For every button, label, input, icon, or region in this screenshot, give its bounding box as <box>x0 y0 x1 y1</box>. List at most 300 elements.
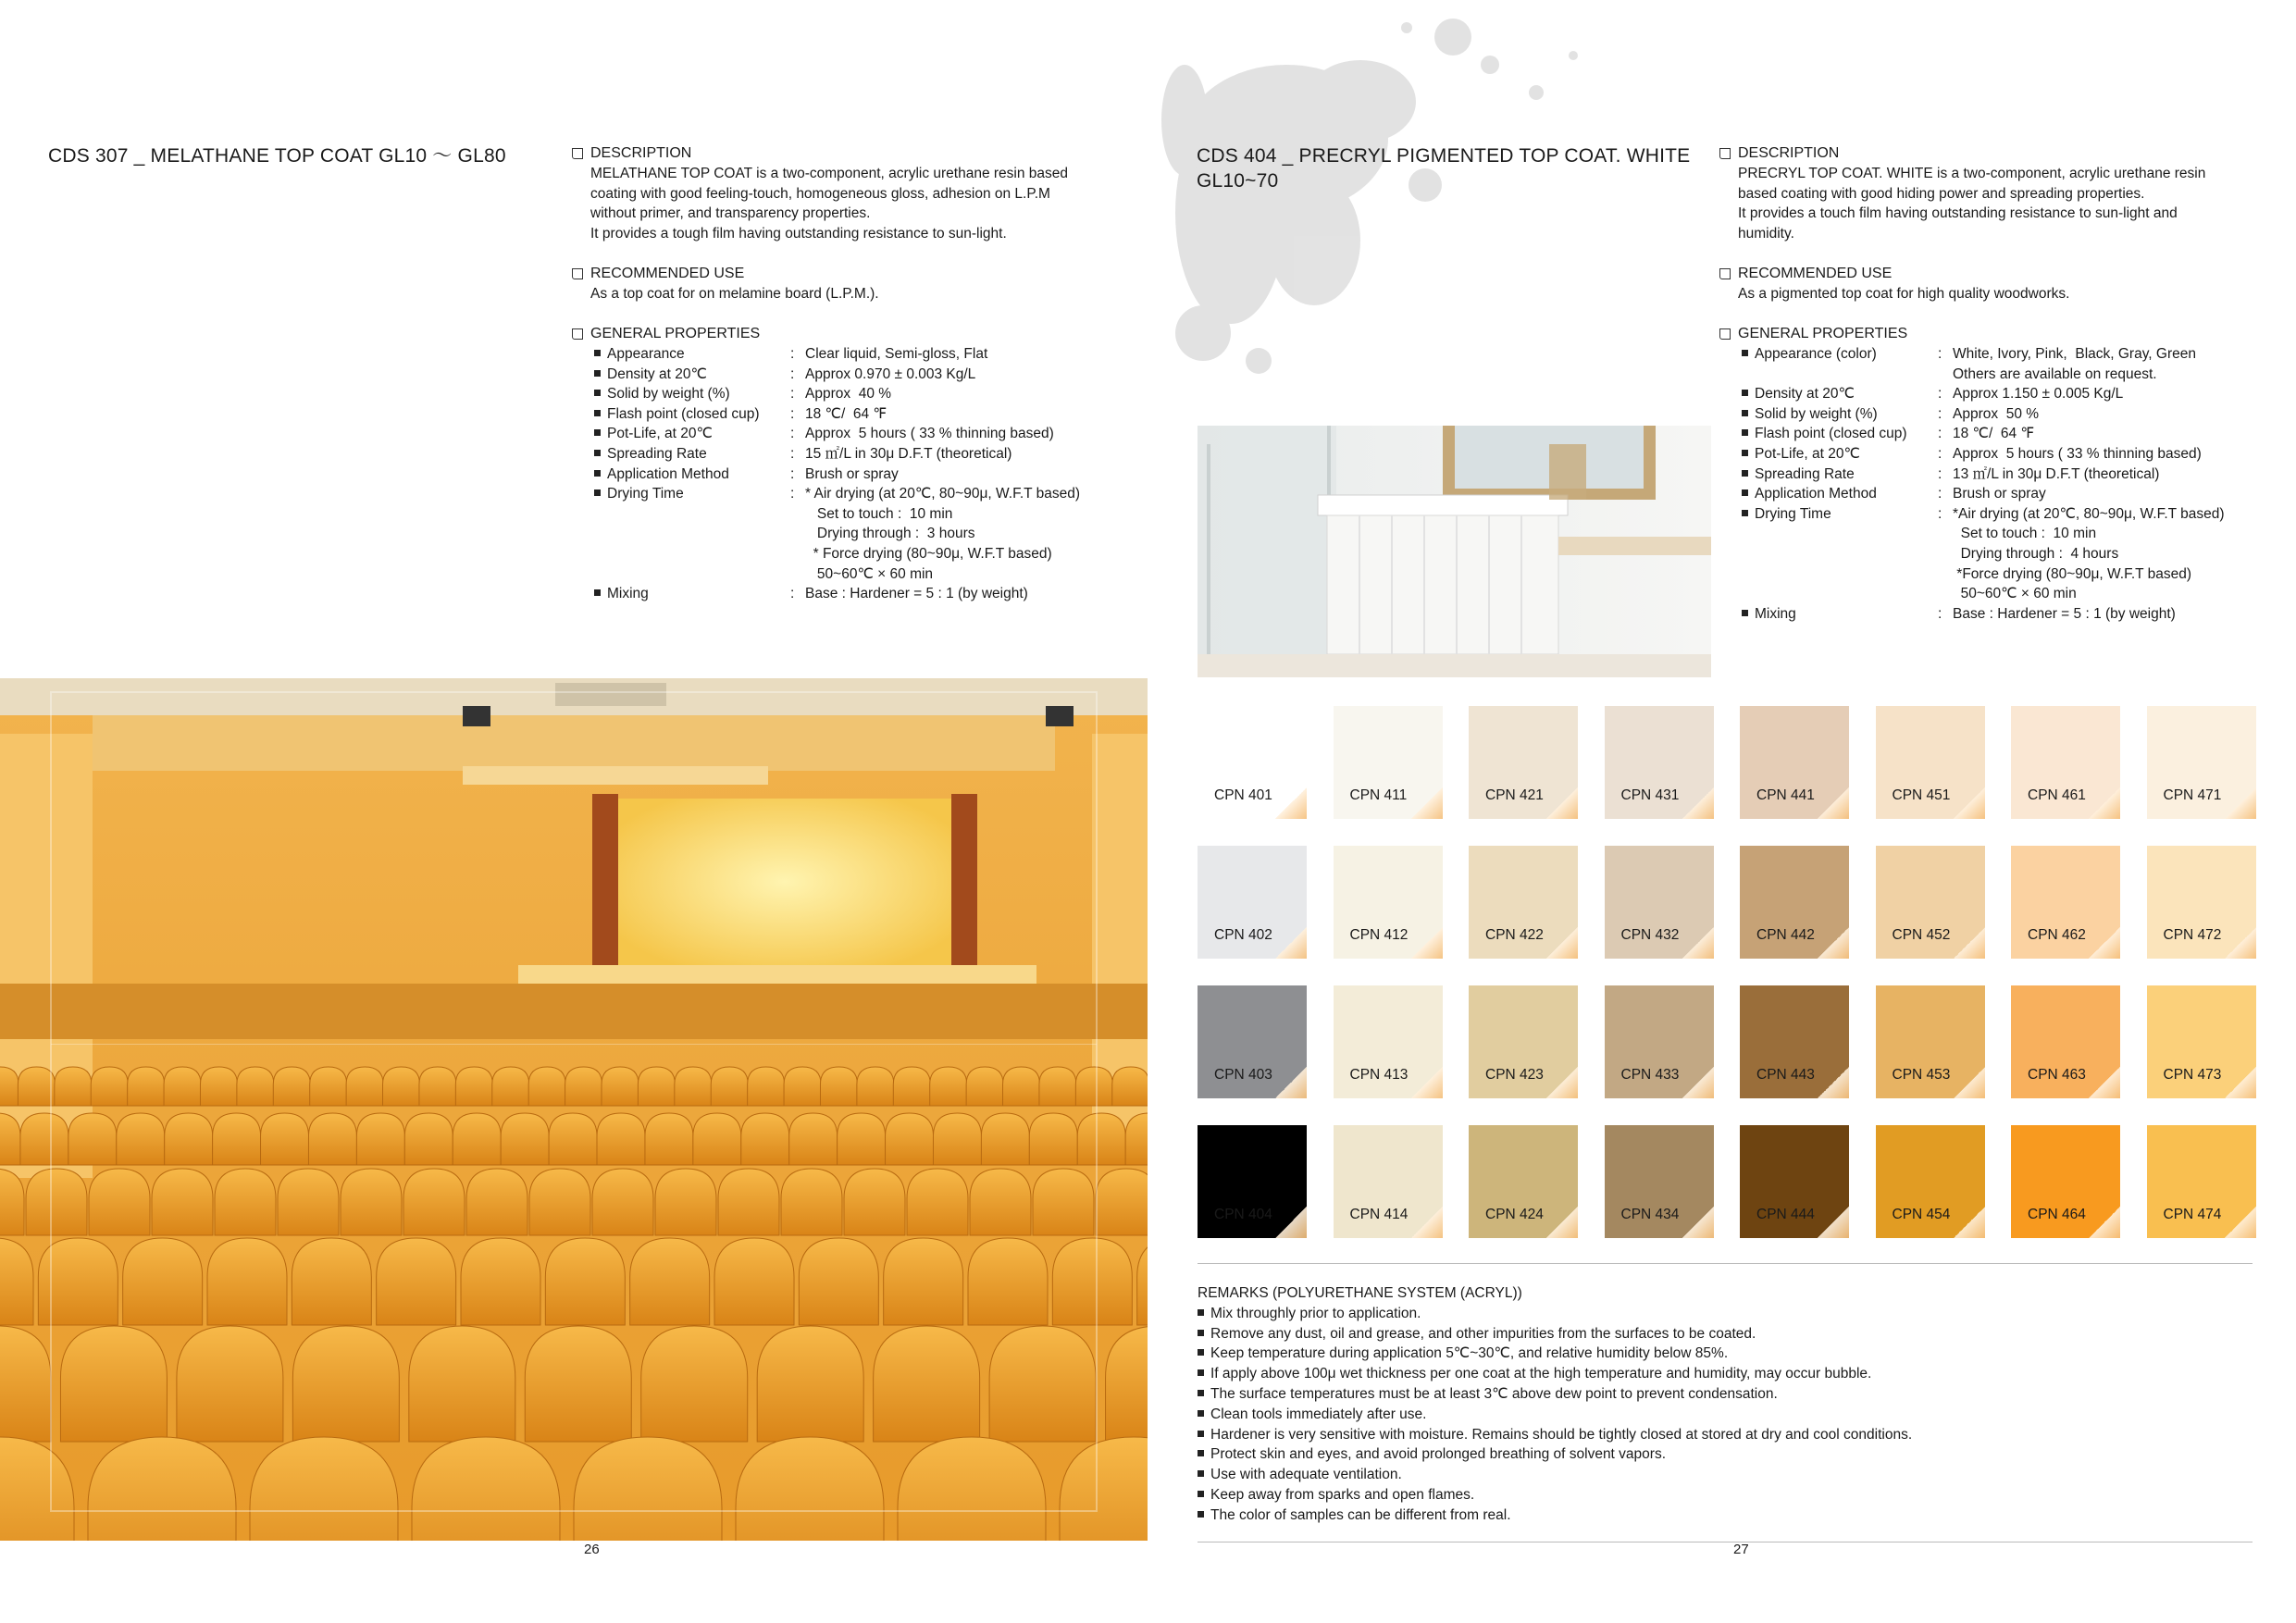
bathroom-photo <box>1198 426 1711 677</box>
color-swatch <box>2011 846 2120 959</box>
right-product-title: CDS 404 _ PRECRYL PIGMENTED TOP COAT. WHITE GL10~70 <box>1197 145 1691 192</box>
property-value <box>805 384 1127 404</box>
auditorium-seat <box>273 1067 310 1106</box>
property-label: Mixing <box>607 586 649 602</box>
bullet-icon <box>1198 1444 1210 1465</box>
auditorium-seat <box>799 1238 878 1325</box>
property-value-line: Approx 40 % <box>805 386 892 403</box>
auditorium-seat <box>525 1326 631 1442</box>
property-value-line: Drying through : 3 hours <box>805 526 975 542</box>
auditorium-seat <box>1077 1113 1125 1165</box>
auditorium-seat <box>250 1437 398 1541</box>
property-value-line: Approx 5 hours ( 33 % thinning based) <box>1953 445 2202 462</box>
color-swatch <box>1605 985 1714 1098</box>
bullet-icon <box>1742 504 1755 604</box>
swatch-fold-corner <box>1954 927 1985 959</box>
property-colon: : <box>790 586 795 602</box>
auditorium-seat <box>419 1067 456 1106</box>
swatch-code: CPN 404 <box>1214 1207 1272 1222</box>
remark-text: The color of samples can be different from real. <box>1210 1506 1511 1523</box>
property-value-line: Drying through : 4 hours <box>1953 545 2119 562</box>
auditorium-photo <box>0 678 1148 1541</box>
property-label: Mixing <box>1755 605 1796 622</box>
remark-text: If apply above 100μ wet thickness per one coat at the high temperature and humidity, may occur bubble. <box>1210 1366 1872 1382</box>
remarks-list <box>1198 1304 2253 1526</box>
property-row <box>1742 344 2275 384</box>
remark-item <box>1198 1485 2253 1505</box>
auditorium-seat <box>748 1067 785 1106</box>
bullet-icon <box>594 424 607 444</box>
color-swatch <box>1334 846 1443 959</box>
auditorium-seat <box>377 1238 456 1325</box>
color-swatch <box>2147 706 2256 819</box>
swatch-fold-corner <box>1682 1207 1714 1238</box>
auditorium-seat <box>123 1238 203 1325</box>
property-row <box>594 424 1127 444</box>
swatch-code: CPN 454 <box>1892 1207 1951 1222</box>
color-swatch <box>1876 846 1985 959</box>
property-colon: : <box>790 426 795 442</box>
swatch-fold-corner <box>1275 1067 1307 1098</box>
swatch-fold-corner <box>1411 1067 1443 1098</box>
bullet-icon <box>1198 1324 1210 1344</box>
auditorium-seat <box>1029 1113 1077 1165</box>
swatch-code: CPN 424 <box>1485 1207 1544 1222</box>
property-colon: : <box>790 405 795 422</box>
remark-item <box>1198 1425 2253 1445</box>
remark-item <box>1198 1344 2253 1364</box>
auditorium-seat <box>597 1113 645 1165</box>
property-value-line: 18 ℃/ 64 ℉ <box>805 405 887 422</box>
auditorium-seat <box>409 1326 515 1442</box>
property-colon: : <box>1938 605 1942 622</box>
auditorium-seat <box>545 1238 625 1325</box>
property-colon: : <box>1938 505 1942 522</box>
auditorium-seat <box>1033 1169 1094 1235</box>
auditorium-seat <box>404 1113 453 1165</box>
color-swatch <box>1605 1125 1714 1238</box>
bullet-icon <box>594 365 607 385</box>
checkbox-icon <box>572 328 583 340</box>
swatch-fold-corner <box>1275 927 1307 959</box>
swatch-code: CPN 434 <box>1620 1207 1680 1222</box>
color-swatch <box>1740 706 1849 819</box>
swatch-code: CPN 441 <box>1756 787 1815 803</box>
auditorium-seat <box>898 1437 1046 1541</box>
property-value <box>1953 344 2275 384</box>
property-value-line: Base : Hardener = 5 : 1 (by weight) <box>1953 605 2176 622</box>
auditorium-seat <box>874 1326 980 1442</box>
property-label: Application Method <box>1755 486 1877 502</box>
auditorium-seat <box>655 1169 716 1235</box>
right-general-properties-heading: GENERAL PROPERTIES <box>1719 324 2275 344</box>
auditorium-seat <box>638 1067 675 1106</box>
remark-item <box>1198 1364 2253 1384</box>
bullet-icon <box>1198 1485 1210 1505</box>
auditorium-seat <box>501 1113 549 1165</box>
property-colon: : <box>790 365 795 382</box>
bullet-icon <box>594 584 607 604</box>
left-recommended-use-heading: RECOMMENDED USE <box>572 264 1109 284</box>
auditorium-seat <box>784 1067 821 1106</box>
swatch-code: CPN 472 <box>2163 927 2222 943</box>
auditorium-seat <box>574 1437 722 1541</box>
property-row <box>594 365 1127 385</box>
auditorium-seat <box>933 1113 981 1165</box>
auditorium-seat <box>1075 1067 1112 1106</box>
color-swatch <box>1876 985 1985 1098</box>
bullet-icon <box>1198 1344 1210 1364</box>
property-label: Flash point (closed cup) <box>607 405 760 422</box>
swatch-code: CPN 421 <box>1485 787 1544 803</box>
property-value-line: 50~60℃ × 60 min <box>805 565 934 582</box>
auditorium-seat <box>981 1113 1029 1165</box>
property-row <box>594 444 1127 465</box>
property-row <box>594 384 1127 404</box>
remark-text: The surface temperatures must be at least 3℃ above dew point to prevent condensation. <box>1210 1385 1778 1402</box>
swatch-code: CPN 461 <box>2028 787 2086 803</box>
property-colon: : <box>1938 405 1942 422</box>
swatch-fold-corner <box>1411 787 1443 819</box>
property-label: Pot-Life, at 20℃ <box>1755 445 1860 462</box>
property-value-line: Clear liquid, Semi-gloss, Flat <box>805 346 988 362</box>
checkbox-icon <box>572 268 583 279</box>
color-swatch <box>1198 706 1307 819</box>
left-general-properties-section <box>572 324 1127 604</box>
checkbox-icon <box>1719 268 1731 279</box>
right-recommended-use-heading: RECOMMENDED USE <box>1719 264 2247 284</box>
property-row <box>594 484 1127 584</box>
swatch-fold-corner <box>1682 787 1714 819</box>
auditorium-seat <box>757 1326 863 1442</box>
property-value <box>805 344 1127 365</box>
right-page-number: 27 <box>1733 1542 1749 1557</box>
auditorium-seat <box>893 1067 930 1106</box>
property-value-line: *Force drying (80~90μ, W.F.T based) <box>1953 565 2192 582</box>
left-description-heading: DESCRIPTION <box>572 143 1109 164</box>
swatch-code: CPN 413 <box>1349 1067 1409 1083</box>
auditorium-seat <box>789 1113 838 1165</box>
property-label: Spreading Rate <box>1755 465 1855 482</box>
swatch-code: CPN 462 <box>2028 927 2086 943</box>
bullet-icon <box>594 444 607 465</box>
auditorium-seat <box>213 1113 261 1165</box>
swatch-fold-corner <box>1411 1207 1443 1238</box>
auditorium-seat <box>741 1113 789 1165</box>
swatch-code: CPN 474 <box>2163 1207 2222 1222</box>
color-swatch <box>1334 706 1443 819</box>
remark-text: Keep temperature during application 5℃~30℃, and relative humidity below 85%. <box>1210 1345 1729 1362</box>
property-colon: : <box>1938 346 1942 362</box>
auditorium-seat <box>89 1169 150 1235</box>
swatch-fold-corner <box>1546 927 1578 959</box>
auditorium-seat <box>781 1169 842 1235</box>
auditorium-seat <box>55 1067 92 1106</box>
swatch-code: CPN 443 <box>1756 1067 1815 1083</box>
remarks-heading: REMARKS (POLYURETHANE SYSTEM (ACRYL)) <box>1198 1285 1522 1301</box>
color-swatch <box>2147 1125 2256 1238</box>
property-label: Spreading Rate <box>607 445 707 462</box>
bullet-icon <box>1742 344 1755 384</box>
property-value-line: 18 ℃/ 64 ℉ <box>1953 426 2035 442</box>
property-value <box>1953 444 2275 465</box>
property-row <box>1742 504 2275 604</box>
color-swatch <box>1469 846 1578 959</box>
swatch-code: CPN 403 <box>1214 1067 1272 1083</box>
property-value-line: Approx 50 % <box>1953 405 2040 422</box>
swatch-code: CPN 463 <box>2028 1067 2086 1083</box>
swatch-fold-corner <box>1818 1207 1849 1238</box>
bullet-icon <box>594 484 607 584</box>
color-swatch <box>1876 706 1985 819</box>
auditorium-seat <box>292 1238 371 1325</box>
auditorium-seat <box>310 1067 347 1106</box>
property-label: Appearance (color) <box>1755 346 1877 362</box>
auditorium-seat <box>466 1169 527 1235</box>
property-value <box>1953 465 2275 485</box>
remark-text: Use with adequate ventilation. <box>1210 1467 1402 1483</box>
checkbox-icon <box>1719 148 1731 159</box>
property-value-line: Set to touch : 10 min <box>1953 526 2097 542</box>
auditorium-seat <box>1052 1238 1132 1325</box>
right-recommended-use-text: As a pigmented top coat for high quality woodworks. <box>1738 286 2070 302</box>
left-recommended-use-text: As a top coat for on melamine board (L.P.M.). <box>590 286 879 302</box>
property-label: Density at 20℃ <box>1755 386 1855 403</box>
auditorium-seat <box>989 1326 1096 1442</box>
swatch-fold-corner <box>1954 1067 1985 1098</box>
color-swatch <box>1469 985 1578 1098</box>
auditorium-seat <box>966 1067 1003 1106</box>
auditorium-seat <box>346 1067 383 1106</box>
property-colon: : <box>790 445 795 462</box>
property-value-line: Brush or spray <box>805 465 899 482</box>
property-colon: : <box>1938 445 1942 462</box>
property-value-line: *Air drying (at 20℃, 80~90μ, W.F.T based) <box>1953 505 2225 522</box>
auditorium-seat <box>383 1067 420 1106</box>
swatch-fold-corner <box>1818 1067 1849 1098</box>
property-value-line: 50~60℃ × 60 min <box>1953 586 2077 602</box>
swatch-fold-corner <box>2225 1207 2256 1238</box>
property-value <box>1953 504 2275 604</box>
swatch-code: CPN 444 <box>1756 1207 1815 1222</box>
property-label: Solid by weight (%) <box>607 386 730 403</box>
color-swatch <box>1740 1125 1849 1238</box>
color-swatch <box>1740 846 1849 959</box>
property-row <box>594 584 1127 604</box>
left-product-title: CDS 307 _ MELATHANE TOP COAT GL10 ～ GL80 <box>48 145 506 167</box>
color-swatch <box>2147 846 2256 959</box>
auditorium-seat <box>308 1113 356 1165</box>
auditorium-seat <box>164 1067 201 1106</box>
property-value <box>1953 384 2275 404</box>
swatch-code: CPN 431 <box>1620 787 1680 803</box>
property-value <box>805 465 1127 485</box>
property-row <box>1742 404 2275 425</box>
bullet-icon <box>1742 604 1755 625</box>
auditorium-seat <box>930 1067 967 1106</box>
swatch-code: CPN 473 <box>2163 1067 2222 1083</box>
property-value <box>1953 604 2275 625</box>
property-value-line: Approx 0.970 ± 0.003 Kg/L <box>805 365 976 382</box>
left-page-number: 26 <box>584 1542 600 1557</box>
auditorium-seat <box>711 1067 748 1106</box>
auditorium-seat <box>356 1113 404 1165</box>
left-description-section <box>572 143 1109 243</box>
color-swatch <box>2147 985 2256 1098</box>
bullet-icon <box>1198 1505 1210 1526</box>
checkbox-icon <box>572 148 583 159</box>
swatch-fold-corner <box>2089 927 2120 959</box>
remark-item <box>1198 1444 2253 1465</box>
auditorium-seat <box>565 1067 602 1106</box>
property-colon: : <box>790 465 795 482</box>
remark-item <box>1198 1384 2253 1405</box>
property-value <box>805 584 1127 604</box>
bullet-icon <box>1198 1384 1210 1405</box>
auditorium-seat <box>907 1169 968 1235</box>
auditorium-seat <box>592 1169 653 1235</box>
auditorium-seat <box>641 1326 748 1442</box>
auditorium-seat <box>403 1169 465 1235</box>
auditorium-seat <box>68 1113 117 1165</box>
property-row <box>594 465 1127 485</box>
auditorium-seat <box>26 1169 87 1235</box>
color-swatch <box>1198 985 1307 1098</box>
property-row <box>1742 424 2275 444</box>
auditorium-seat <box>60 1326 167 1442</box>
auditorium-seat <box>207 1238 287 1325</box>
color-swatch <box>1740 985 1849 1098</box>
color-swatch <box>1876 1125 1985 1238</box>
property-colon: : <box>790 486 795 502</box>
bullet-icon <box>1198 1425 1210 1445</box>
auditorium-seat <box>1039 1067 1076 1106</box>
property-label: Drying Time <box>1755 505 1831 522</box>
property-value <box>805 444 1127 465</box>
bullet-icon <box>1742 444 1755 465</box>
auditorium-seat <box>165 1113 213 1165</box>
property-row <box>594 404 1127 425</box>
auditorium-seat <box>884 1238 963 1325</box>
remark-item <box>1198 1405 2253 1425</box>
auditorium-seat <box>177 1326 283 1442</box>
property-value <box>805 484 1127 584</box>
swatch-fold-corner <box>2225 787 2256 819</box>
auditorium-seat <box>461 1238 540 1325</box>
property-value-line: Set to touch : 10 min <box>805 505 953 522</box>
swatch-code: CPN 471 <box>2163 787 2222 803</box>
color-swatch <box>1198 1125 1307 1238</box>
checkbox-icon <box>1719 328 1731 340</box>
color-swatch <box>1334 985 1443 1098</box>
right-description-section <box>1719 143 2247 243</box>
auditorium-seat <box>1112 1067 1148 1106</box>
bullet-icon <box>1198 1405 1210 1425</box>
auditorium-seat <box>412 1437 560 1541</box>
property-value-line: White, Ivory, Pink, Black, Gray, Green <box>1953 346 2197 362</box>
bullet-icon <box>594 384 607 404</box>
auditorium-seat <box>18 1067 55 1106</box>
swatch-code: CPN 433 <box>1620 1067 1680 1083</box>
property-label: Pot-Life, at 20℃ <box>607 426 713 442</box>
remark-text: Keep away from sparks and open flames. <box>1210 1486 1475 1503</box>
bullet-icon <box>594 465 607 485</box>
property-colon: : <box>790 346 795 362</box>
auditorium-seat <box>714 1238 794 1325</box>
swatch-fold-corner <box>1954 1207 1985 1238</box>
property-row <box>594 344 1127 365</box>
property-row <box>1742 384 2275 404</box>
swatch-fold-corner <box>1954 787 1985 819</box>
left-description-text: MELATHANE TOP COAT is a two-component, acrylic urethane resin based coating with good feeling-touch, homogeneous gloss, adhesion on L.P.M without primer, and transparency properties. It provides a tough film having outstanding resistance to sun-light. <box>590 166 1069 242</box>
auditorium-seat <box>675 1067 712 1106</box>
remark-item <box>1198 1505 2253 1526</box>
bullet-icon <box>1742 465 1755 485</box>
auditorium-seat <box>630 1238 710 1325</box>
auditorium-seat <box>20 1113 68 1165</box>
auditorium-seat <box>455 1067 492 1106</box>
auditorium-seat <box>645 1113 693 1165</box>
auditorium-seat <box>970 1169 1031 1235</box>
property-value-line: * Force drying (80~90μ, W.F.T based) <box>805 545 1052 562</box>
property-value <box>1953 484 2275 504</box>
swatch-fold-corner <box>2089 787 2120 819</box>
swatch-code: CPN 442 <box>1756 927 1815 943</box>
auditorium-seat <box>1003 1067 1040 1106</box>
bullet-icon <box>1742 384 1755 404</box>
color-swatch <box>1334 1125 1443 1238</box>
swatch-fold-corner <box>1275 1207 1307 1238</box>
swatch-fold-corner <box>1682 1067 1714 1098</box>
property-colon: : <box>1938 426 1942 442</box>
color-swatch <box>1469 1125 1578 1238</box>
right-general-properties-section <box>1719 324 2275 624</box>
remark-text: Clean tools immediately after use. <box>1210 1406 1427 1422</box>
auditorium-seat <box>718 1169 779 1235</box>
property-row <box>1742 465 2275 485</box>
property-value <box>1953 424 2275 444</box>
color-swatch-grid <box>1198 706 2253 1238</box>
swatch-code: CPN 423 <box>1485 1067 1544 1083</box>
color-swatch <box>2011 706 2120 819</box>
swatch-fold-corner <box>2225 1067 2256 1098</box>
property-value-line: Approx 1.150 ± 0.005 Kg/L <box>1953 386 2124 403</box>
auditorium-seat <box>88 1437 236 1541</box>
swatch-code: CPN 401 <box>1214 787 1272 803</box>
auditorium-seat <box>237 1067 274 1106</box>
property-value <box>1953 404 2275 425</box>
property-row <box>1742 444 2275 465</box>
property-value-line: Brush or spray <box>1953 486 2046 502</box>
auditorium-seat <box>968 1238 1048 1325</box>
auditorium-seat <box>838 1113 886 1165</box>
property-value-line: Approx 5 hours ( 33 % thinning based) <box>805 426 1054 442</box>
swatch-code: CPN 451 <box>1892 787 1951 803</box>
auditorium-seat <box>602 1067 639 1106</box>
bullet-icon <box>594 404 607 425</box>
property-value-line: Base : Hardener = 5 : 1 (by weight) <box>805 586 1028 602</box>
auditorium-seat <box>117 1113 165 1165</box>
swatch-code: CPN 452 <box>1892 927 1951 943</box>
property-value-line: * Air drying (at 20℃, 80~90μ, W.F.T based) <box>805 486 1081 502</box>
swatch-code: CPN 411 <box>1349 787 1408 803</box>
remark-item <box>1198 1324 2253 1344</box>
property-colon: : <box>1938 386 1942 403</box>
ink-splash-decoration <box>1148 0 1629 389</box>
swatch-code: CPN 414 <box>1349 1207 1409 1222</box>
auditorium-seat <box>886 1113 934 1165</box>
right-properties-list <box>1742 344 2275 624</box>
